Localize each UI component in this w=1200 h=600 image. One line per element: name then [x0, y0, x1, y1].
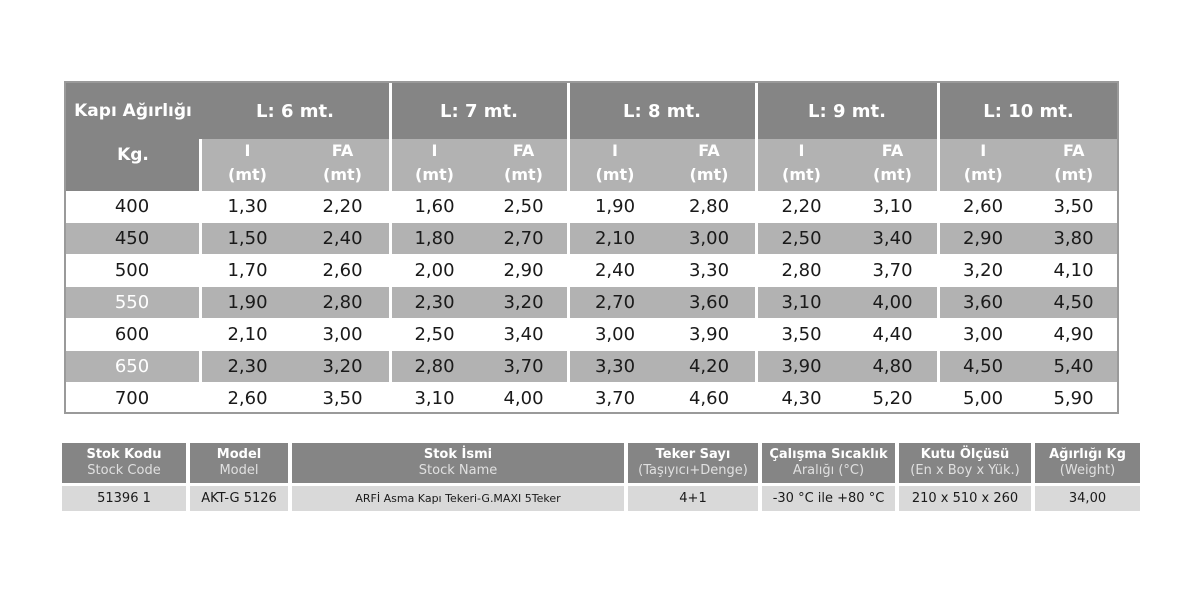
sub-header-l-label: I: [980, 141, 987, 160]
weight-cell: 700: [114, 388, 150, 409]
value-cell: 4,80: [872, 356, 913, 377]
value-cell: 3,10: [872, 196, 913, 217]
value-cell: 3,40: [872, 228, 913, 249]
weight-unit-label: Kg.: [117, 145, 149, 165]
value-cell: 1,90: [594, 196, 636, 217]
value-cell: 2,20: [322, 196, 363, 217]
sub-header-fa-label: FA: [512, 141, 535, 160]
header-sublabel: Aralığı (°C): [792, 463, 865, 478]
value-cell: 2,50: [503, 196, 544, 217]
value-cell: 3,70: [872, 260, 913, 281]
value-cell: 4,50: [962, 356, 1004, 377]
weight-cell: 550: [114, 292, 150, 313]
value-cell: 2,10: [227, 324, 268, 345]
value-cell: 3,50: [781, 324, 822, 345]
value-cell: 2,40: [322, 228, 363, 249]
temperature-column: [762, 443, 895, 511]
value-cell: 3,80: [1053, 228, 1094, 249]
sub-header-l: [200, 139, 295, 191]
value-cell: 3,00: [594, 324, 636, 345]
header-sublabel: (Weight): [1059, 463, 1116, 478]
column-divider: [755, 81, 758, 414]
value-cell: 2,60: [227, 388, 268, 409]
value-cell: 2,80: [414, 356, 455, 377]
value-cell: 3,90: [688, 324, 730, 345]
value-cell: 3,30: [688, 260, 730, 281]
table-row: [64, 383, 1119, 414]
sub-header-unit: (mt): [963, 165, 1003, 184]
value-cell: 3,60: [688, 292, 730, 313]
wheel-count-value: 4+1: [628, 486, 758, 511]
sub-header-unit: (mt): [323, 165, 362, 184]
wheel-count-column: [628, 443, 758, 511]
weight-column-header: [64, 81, 200, 205]
value-cell: 2,80: [781, 260, 822, 281]
column-header: [190, 443, 288, 483]
column-divider: [937, 81, 940, 414]
sub-header-unit: (mt): [228, 165, 267, 184]
length-label: L: 6 mt.: [256, 101, 334, 122]
stock-name-column: [292, 443, 624, 511]
sub-header-unit: (mt): [504, 165, 543, 184]
length-label: L: 8 mt.: [623, 101, 701, 122]
value-cell: 5,90: [1053, 388, 1094, 409]
value-cell: 2,80: [322, 292, 363, 313]
column-divider: [567, 81, 570, 414]
weight-cell: 600: [114, 324, 150, 345]
value-cell: 2,50: [414, 324, 455, 345]
length-group-10: [938, 81, 1119, 205]
value-cell: 5,20: [872, 388, 913, 409]
length-label: L: 9 mt.: [808, 101, 886, 122]
value-cell: 1,80: [414, 228, 455, 249]
length-group-7: [390, 81, 568, 205]
sub-header-l: [390, 139, 479, 191]
box-size-value: 210 x 510 x 260: [899, 486, 1031, 511]
sub-header-unit: (mt): [782, 165, 821, 184]
value-cell: 2,30: [227, 356, 268, 377]
value-cell: 3,50: [322, 388, 363, 409]
sub-header-fa-label: FA: [331, 141, 354, 160]
value-cell: 3,00: [322, 324, 363, 345]
length-group-9: [756, 81, 938, 205]
sub-header-unit: (mt): [595, 165, 635, 184]
value-cell: 3,00: [962, 324, 1004, 345]
temperature-value: -30 °C ile +80 °C: [762, 486, 895, 511]
column-divider: [199, 139, 202, 414]
sub-header-fa-label: FA: [698, 141, 720, 160]
header-label: Çalışma Sıcaklık: [769, 447, 888, 462]
value-cell: 2,40: [594, 260, 636, 281]
header-label: Kutu Ölçüsü: [920, 447, 1010, 462]
value-cell: 4,00: [503, 388, 544, 409]
sub-header-l: [568, 139, 662, 191]
sub-header-l-label: I: [612, 141, 618, 160]
sub-header-l: [756, 139, 847, 191]
sub-header-l-label: I: [798, 141, 805, 160]
value-cell: 4,30: [781, 388, 822, 409]
weight-cell: 400: [114, 196, 150, 217]
sub-header-fa: [295, 139, 390, 191]
value-cell: 2,60: [962, 196, 1004, 217]
value-cell: 1,30: [227, 196, 268, 217]
sub-header-unit: (mt): [689, 165, 729, 184]
table-row: [64, 319, 1119, 350]
header-sublabel: Model: [219, 463, 259, 478]
value-cell: 4,90: [1053, 324, 1094, 345]
weight-cell: 500: [114, 260, 150, 281]
value-cell: 4,10: [1053, 260, 1094, 281]
value-cell: 4,20: [688, 356, 730, 377]
column-divider: [389, 81, 392, 414]
value-cell: 4,40: [872, 324, 913, 345]
sub-header-l-label: I: [431, 141, 438, 160]
value-cell: 3,10: [414, 388, 455, 409]
product-info-table: [62, 443, 1140, 511]
value-cell: 2,70: [503, 228, 544, 249]
value-cell: 5,00: [962, 388, 1004, 409]
header-label: Stok Kodu: [86, 447, 162, 462]
value-cell: 2,50: [781, 228, 822, 249]
column-header: [628, 443, 758, 483]
column-header: [1035, 443, 1140, 483]
header-sublabel: Stock Code: [87, 463, 161, 478]
header-sublabel: Stock Name: [418, 463, 498, 478]
value-cell: 3,00: [688, 228, 730, 249]
length-group-6: [200, 81, 390, 205]
sub-header-fa: [662, 139, 756, 191]
sub-header-fa-label: FA: [881, 141, 904, 160]
model-column: [190, 443, 288, 511]
value-cell: 3,10: [781, 292, 822, 313]
value-cell: 4,50: [1053, 292, 1094, 313]
column-header: [292, 443, 624, 483]
value-cell: 3,40: [503, 324, 544, 345]
value-cell: 2,60: [322, 260, 363, 281]
value-cell: 2,80: [688, 196, 730, 217]
header-sublabel: (Taşıyıcı+Denge): [638, 463, 748, 478]
value-cell: 3,90: [781, 356, 822, 377]
table-row: [64, 351, 1119, 382]
value-cell: 5,40: [1053, 356, 1094, 377]
value-cell: 3,70: [594, 388, 636, 409]
value-cell: 3,20: [962, 260, 1004, 281]
value-cell: 3,20: [503, 292, 544, 313]
length-group-8: [568, 81, 756, 205]
sub-header-fa: [847, 139, 938, 191]
value-cell: 3,70: [503, 356, 544, 377]
table-row: [64, 191, 1119, 222]
value-cell: 2,00: [414, 260, 455, 281]
value-cell: 3,30: [594, 356, 636, 377]
value-cell: 4,60: [688, 388, 730, 409]
weight-column: [1035, 443, 1140, 511]
column-header: [762, 443, 895, 483]
sub-header-unit: (mt): [415, 165, 454, 184]
weight-cell: 450: [114, 228, 150, 249]
sub-header-unit: (mt): [873, 165, 912, 184]
table-header: [64, 81, 1119, 205]
stock-code-value: 51396 1: [62, 486, 186, 511]
sub-header-l: [938, 139, 1029, 191]
value-cell: 1,50: [227, 228, 268, 249]
header-label: Teker Sayı: [655, 447, 731, 462]
sub-header-fa: [1029, 139, 1120, 191]
sub-header-fa-label: FA: [1063, 141, 1085, 160]
column-header: [62, 443, 186, 483]
header-label: Model: [216, 447, 262, 462]
header-label: Stok İsmi: [423, 447, 493, 462]
sub-header-l-label: I: [244, 141, 251, 160]
stock-code-column: [62, 443, 186, 511]
door-weight-title: Kapı Ağırlığı: [74, 101, 192, 121]
column-header: [899, 443, 1031, 483]
table-row: [64, 223, 1119, 254]
value-cell: 3,20: [322, 356, 363, 377]
length-label: L: 10 mt.: [983, 101, 1074, 122]
value-cell: 1,90: [227, 292, 268, 313]
length-label: L: 7 mt.: [440, 101, 518, 122]
table-row: [64, 287, 1119, 318]
model-value: AKT-G 5126: [190, 486, 288, 511]
value-cell: 2,20: [781, 196, 822, 217]
value-cell: 2,30: [414, 292, 455, 313]
value-cell: 3,60: [962, 292, 1004, 313]
value-cell: 2,70: [594, 292, 636, 313]
value-cell: 1,60: [414, 196, 455, 217]
header-label: Ağırlığı Kg: [1049, 447, 1126, 462]
sub-header-fa: [479, 139, 568, 191]
value-cell: 1,70: [227, 260, 268, 281]
stock-name-value: ARFİ Asma Kapı Tekeri-G.MAXI 5Teker: [292, 486, 624, 511]
value-cell: 4,00: [872, 292, 913, 313]
value-cell: 2,10: [594, 228, 636, 249]
sub-header-unit: (mt): [1054, 165, 1094, 184]
table-row: [64, 255, 1119, 286]
value-cell: 3,50: [1053, 196, 1094, 217]
value-cell: 2,90: [962, 228, 1004, 249]
value-cell: 2,90: [503, 260, 544, 281]
header-sublabel: (En x Boy x Yük.): [910, 463, 1020, 478]
weight-cell: 650: [114, 356, 150, 377]
door-weight-table: [64, 81, 1119, 414]
box-size-column: [899, 443, 1031, 511]
weight-value: 34,00: [1035, 486, 1140, 511]
